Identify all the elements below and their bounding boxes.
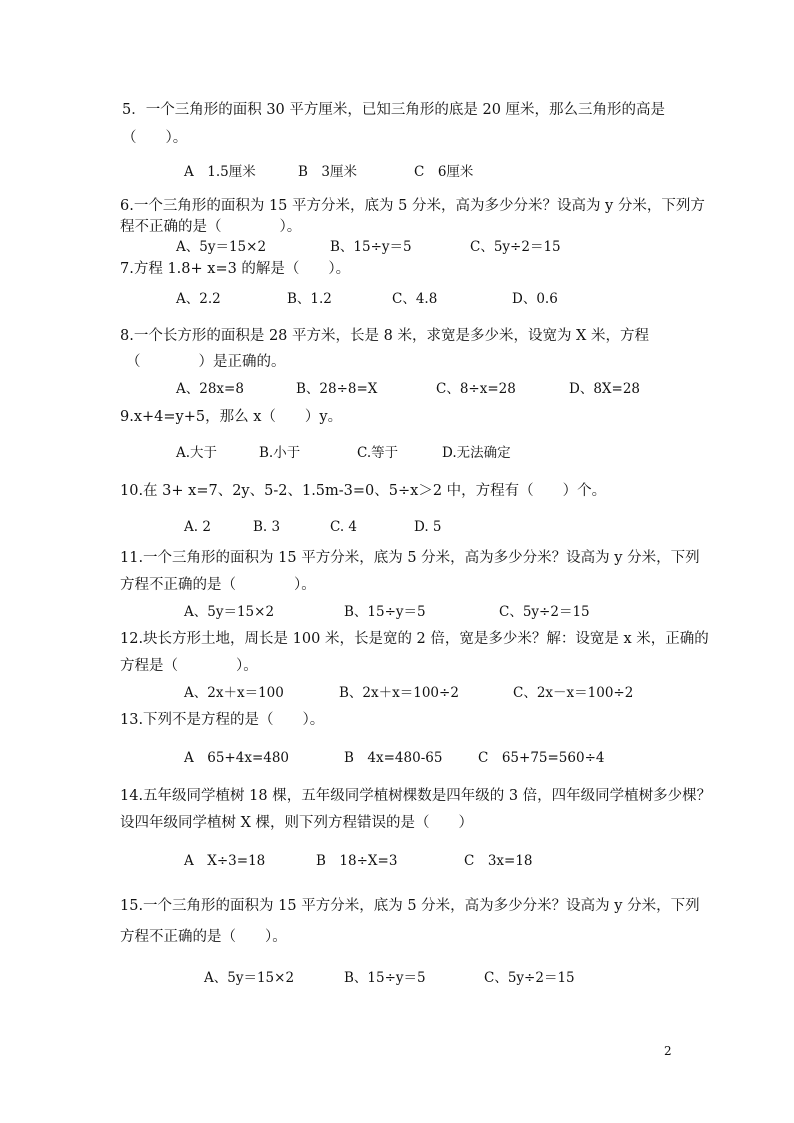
question-12-option-b: B、2x＋x＝100÷2	[339, 685, 459, 701]
question-12-option-a: A、2x＋x＝100	[184, 685, 284, 701]
question-8-option-a: A、28x=8	[176, 381, 244, 397]
question-9-line-1: 9.x+4=y+5，那么 x（ ）y。	[120, 409, 343, 425]
question-10-line-1: 10.在 3+ x=7、2y、5-2、1.5m-3=0、5÷x＞2 中，方程有（ ）个。	[120, 483, 607, 499]
question-13-option-c: C 65+75=560÷4	[478, 750, 605, 766]
question-6-option-b: B、15÷y＝5	[330, 239, 412, 255]
question-7-option-d: D、0.6	[512, 291, 558, 307]
question-8-option-d: D、8X=28	[569, 381, 641, 397]
question-10-option-b: B. 3	[253, 519, 281, 535]
question-10-option-a: A. 2	[184, 519, 211, 535]
question-14-option-b: B 18÷X=3	[316, 853, 398, 869]
question-11-option-b: B、15÷y＝5	[344, 604, 426, 620]
question-15-option-a: A、5y＝15×2	[204, 970, 295, 986]
question-9-option-a: A.大于	[176, 445, 218, 461]
question-12-line-1: 12.块长方形土地，周长是 100 米，长是宽的 2 倍，宽是多少米？解：设宽是 x 米，正确的	[120, 631, 709, 647]
question-15-option-b: B、15÷y＝5	[344, 970, 426, 986]
question-8-option-b: B、28÷8=X	[296, 381, 378, 397]
question-14-line-2: 设四年级同学植树 X 棵，则下列方程错误的是（ ）	[120, 815, 474, 831]
question-9-option-b: B.小于	[259, 445, 301, 461]
question-13-line-1: 13.下列不是方程的是（ ）。	[120, 712, 325, 728]
question-12-line-2: 方程是（ ）。	[120, 658, 258, 674]
question-6-line-1: 6.一个三角形的面积为 15 平方分米，底为 5 分米，高为多少分米？设高为 y 分米，下列方	[120, 198, 705, 214]
question-11-option-c: C、5y÷2＝15	[499, 604, 590, 620]
question-9-option-d: D.无法确定	[442, 445, 511, 461]
question-5-line-1: 5．一个三角形的面积 30 平方厘米，已知三角形的底是 20 厘米，那么三角形的高是	[122, 102, 666, 118]
question-12-option-c: C、2x－x＝100÷2	[513, 685, 634, 701]
question-15-option-c: C、5y÷2＝15	[484, 970, 575, 986]
question-5-option-b: B 3厘米	[298, 164, 358, 180]
question-11-option-a: A、5y＝15×2	[184, 604, 275, 620]
question-11-line-2: 方程不正确的是（ ）。	[120, 577, 316, 593]
question-13-option-b: B 4x=480-65	[344, 750, 443, 766]
question-14-option-a: A X÷3=18	[184, 853, 266, 869]
question-15-line-2: 方程不正确的是（ ）。	[120, 929, 287, 945]
question-6-line-2: 程不正确的是（ ）。	[120, 219, 302, 235]
question-7-option-a: A、2.2	[176, 291, 221, 307]
page-number: 2	[664, 1044, 672, 1058]
question-10-option-c: C. 4	[330, 519, 358, 535]
question-7-option-b: B、1.2	[287, 291, 332, 307]
question-8-line-2: （ ）是正确的。	[126, 354, 286, 370]
question-11-line-1: 11.一个三角形的面积为 15 平方分米，底为 5 分米，高为多少分米？设高为 y 分米，下列	[120, 550, 700, 566]
question-7-line-1: 7.方程 1.8+ x=3 的解是（ ）。	[120, 261, 351, 277]
question-9-option-c: C.等于	[357, 445, 399, 461]
question-8-option-c: C、8÷x=28	[436, 381, 516, 397]
question-5-option-c: C 6厘米	[414, 164, 474, 180]
question-15-line-1: 15.一个三角形的面积为 15 平方分米，底为 5 分米，高为多少分米？设高为 y 分米，下列	[120, 898, 700, 914]
question-7-option-c: C、4.8	[392, 291, 438, 307]
question-14-option-c: C 3x=18	[464, 853, 533, 869]
question-8-line-1: 8.一个长方形的面积是 28 平方米，长是 8 米，求宽是多少米，设宽为 X 米，方程	[120, 328, 649, 344]
question-5-option-a: A 1.5厘米	[184, 164, 256, 180]
question-6-option-a: A、5y＝15×2	[176, 239, 267, 255]
question-10-option-d: D. 5	[414, 519, 442, 535]
question-13-option-a: A 65+4x=480	[184, 750, 290, 766]
question-6-option-c: C、5y÷2＝15	[470, 239, 561, 255]
question-14-line-1: 14.五年级同学植树 18 棵，五年级同学植树棵数是四年级的 3 倍，四年级同学植树多少棵？	[120, 788, 712, 804]
question-5-line-2: （ ）。	[122, 130, 188, 146]
